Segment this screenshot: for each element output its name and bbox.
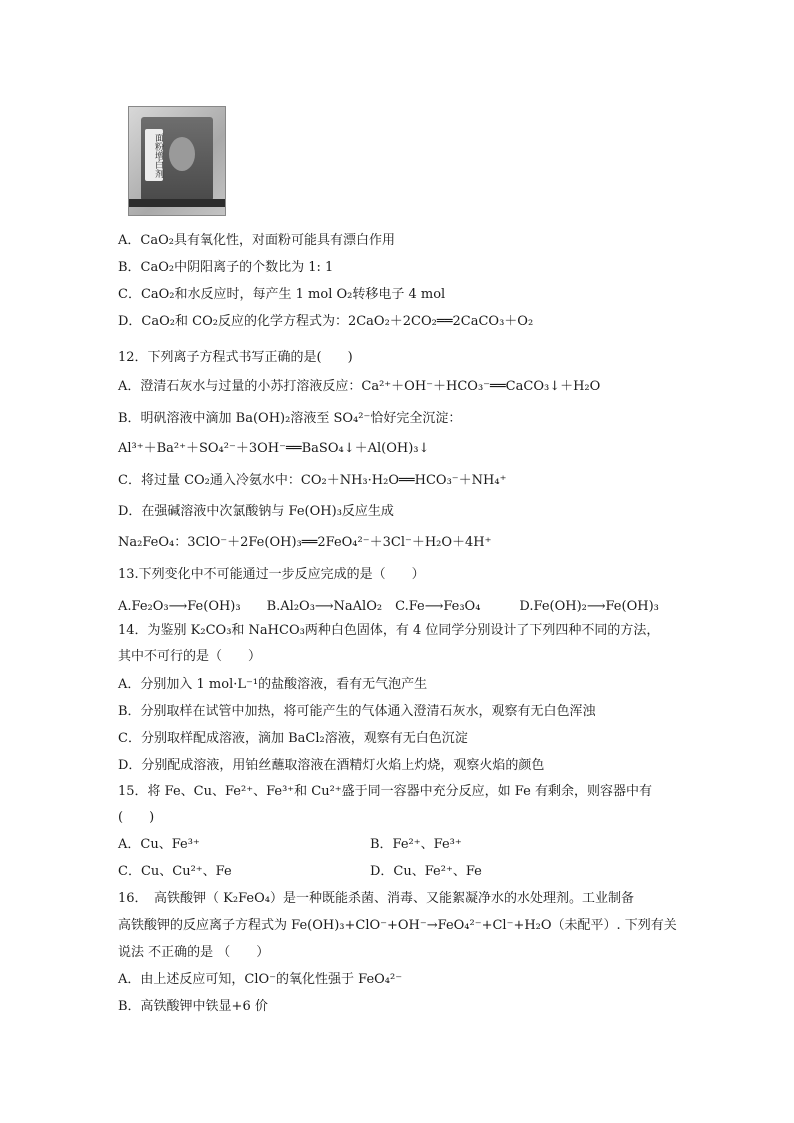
q13-stem: 13.下列变化中不可能通过一步反应完成的是（ ）	[118, 567, 425, 582]
q14-option-a: A．分别加入 1 mol·L⁻¹的盐酸溶液，看有无气泡产生	[118, 677, 428, 692]
q12-option-b-equation: Al³⁺＋Ba²⁺＋SO₄²⁻＋3OH⁻══BaSO₄↓＋Al(OH)₃↓	[118, 441, 430, 456]
q15-option-c: C．Cu、Cu²⁺、Fe	[118, 864, 232, 879]
q12-stem: 12．下列离子方程式书写正确的是( )	[118, 350, 353, 365]
q12-option-d-equation: Na₂FeO₄：3ClO⁻＋2Fe(OH)₃══2FeO₄²⁻＋3Cl⁻＋H₂O＋4H⁺	[118, 535, 492, 550]
q16-option-a: A．由上述反应可知，ClO⁻的氧化性强于 FeO₄²⁻	[118, 972, 403, 987]
q12-option-a: A．澄清石灰水与过量的小苏打溶液反应：Ca²⁺＋OH⁻＋HCO₃⁻══CaCO₃↓＋H₂O	[118, 379, 601, 394]
q11-option-b: B．CaO₂中阴阳离子的个数比为 1: 1	[118, 260, 334, 275]
bag-stripe	[129, 199, 225, 207]
q14-option-b: B．分别取样在试管中加热，将可能产生的气体通入澄清石灰水，观察有无白色浑浊	[118, 704, 596, 719]
q14-stem: 14．为鉴别 K₂CO₃和 NaHCO₃两种白色固体，有 4 位同学分别设计了下列四种不同的方法，	[118, 623, 660, 638]
q15-option-a: A．Cu、Fe³⁺	[118, 837, 200, 852]
q15-stem: 15．将 Fe、Cu、Fe²⁺、Fe³⁺和 Cu²⁺盛于同一容器中充分反应，如 Fe 有剩余，则容器中有	[118, 784, 652, 799]
bag-illustration	[169, 137, 195, 171]
q16-stem: 16． 高铁酸钾（ K₂FeO₄）是一种既能杀菌、消毒、又能絮凝净水的水处理剂。工业制备	[118, 891, 634, 906]
q12-option-b: B．明矾溶液中滴加 Ba(OH)₂溶液至 SO₄²⁻恰好完全沉淀：	[118, 411, 462, 426]
q14-option-d: D．分别配成溶液，用铂丝蘸取溶液在酒精灯火焰上灼烧，观察火焰的颜色	[118, 758, 545, 773]
q15-option-d: D．Cu、Fe²⁺、Fe	[370, 864, 482, 879]
q14-option-c: C．分别取样配成溶液，滴加 BaCl₂溶液，观察有无白色沉淀	[118, 731, 468, 746]
product-photo	[128, 106, 226, 216]
q12-option-d: D．在强碱溶液中次氯酸钠与 Fe(OH)₃反应生成	[118, 504, 394, 519]
q16-stem-cont2: 说法 不正确的是 （ ）	[118, 945, 270, 960]
q16-option-b: B．高铁酸钾中铁显+6 价	[118, 999, 268, 1014]
bag-label: 面粉增白剂	[145, 129, 163, 181]
q13-options: A.Fe₂O₃⟶Fe(OH)₃ B.Al₂O₃⟶NaAlO₂ C.Fe⟶Fe₃O₄ D.Fe(OH)₂⟶Fe(OH)₃	[118, 599, 659, 614]
q11-option-c: C．CaO₂和水反应时，每产生 1 mol O₂转移电子 4 mol	[118, 287, 446, 302]
q15-stem-cont: ( )	[118, 810, 155, 825]
q16-stem-cont: 高铁酸钾的反应离子方程式为 Fe(OH)₃+ClO⁻+OH⁻→FeO₄²⁻+Cl⁻+H₂O（未配平）. 下列有关	[118, 918, 677, 933]
q11-option-a: A．CaO₂具有氧化性，对面粉可能具有漂白作用	[118, 233, 395, 248]
q15-option-b: B．Fe²⁺、Fe³⁺	[370, 837, 462, 852]
q12-option-c: C．将过量 CO₂通入冷氨水中：CO₂＋NH₃·H₂O══HCO₃⁻＋NH₄⁺	[118, 473, 507, 488]
q14-stem-cont: 其中不可行的是（ ）	[118, 649, 262, 664]
q11-option-d: D．CaO₂和 CO₂反应的化学方程式为：2CaO₂＋2CO₂══2CaCO₃＋O₂	[118, 314, 534, 329]
